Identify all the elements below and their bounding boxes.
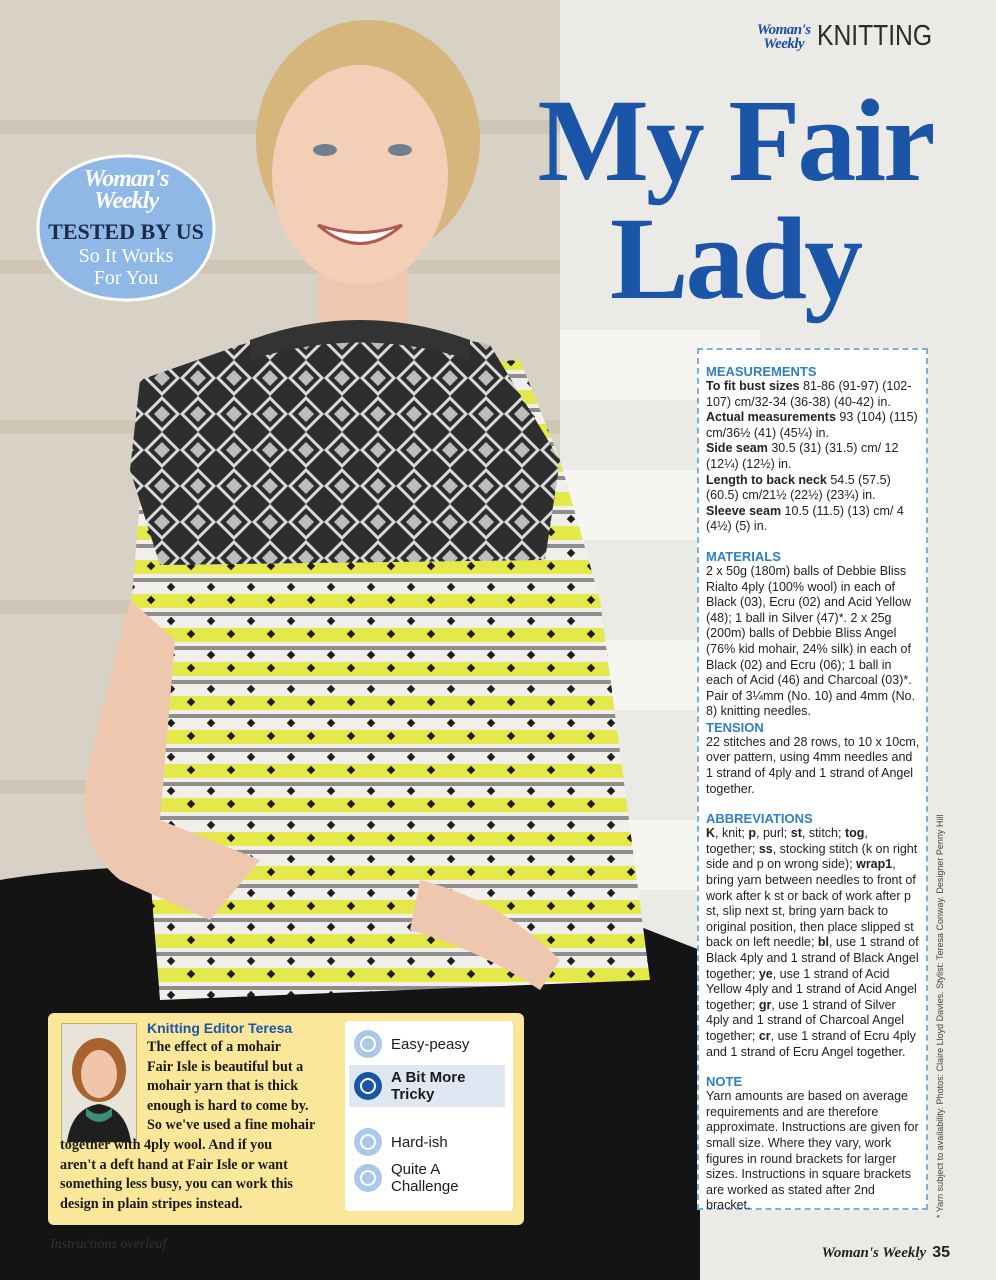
measurements-heading: MEASUREMENTS (706, 364, 817, 379)
measurement-sleeve (706, 504, 920, 535)
note-text: Yarn amounts are based on average requirements and are therefore approximate. Instructions are given for small size. Where they vary, work figures in round brackets for larger sizes. Instructions in square brackets are worked as stated after 2nd bracket. (706, 1089, 919, 1213)
abbr-def: , purl; (756, 826, 791, 841)
difficulty-hard (353, 1127, 513, 1157)
abbr-key: tog (844, 826, 865, 841)
flower-icon (353, 1029, 383, 1059)
magazine-name: Woman's Weekly (821, 1245, 927, 1261)
quote-line: mohair yarn that is thick (147, 1078, 299, 1095)
abbr-key: wrap1 (856, 857, 893, 872)
measurement-actual (706, 410, 920, 441)
abbr-key: bl (817, 935, 829, 950)
flower-icon (353, 1071, 383, 1101)
measurement-sleeve-value: 10.5 (11.5) (13) cm/ 4 (4½) (5) in. (706, 503, 904, 534)
quote-line: Fair Isle is beautiful but a (147, 1058, 304, 1075)
difficulty-challenge (353, 1161, 513, 1195)
difficulty-label: Easy-peasy (391, 1035, 470, 1053)
abbr-def: , bring yarn between needles to front of work after k st or back of work after p st, slip next st, bring yarn back to original position, then place slipped st back on left needle; (706, 857, 916, 950)
editor-quote (60, 1038, 348, 1214)
photo-credit: * Yarn subject to availability. Photos: Claire Lloyd Davies. Stylist: Teresa Conway. Designer Penny Hill (935, 814, 945, 1218)
difficulty-label (391, 1069, 465, 1103)
measurement-bust-label: To fit bust sizes (706, 379, 800, 393)
tension-text: 22 stitches and 28 rows, to 10 x 10cm, over pattern, using 4mm needles and 1 strand of 4ply and 1 strand of Angel together. (706, 734, 920, 796)
abbr-key: st (790, 826, 802, 841)
quote-line: aren't a deft hand at Fair Isle or want (60, 1156, 288, 1173)
difficulty-label: Hard-ish (391, 1133, 448, 1151)
quote-line: design in plain stripes instead. (60, 1195, 243, 1212)
badge-tested-text: TESTED BY US (48, 219, 204, 244)
quote-line: something less busy, you can work this (60, 1176, 293, 1193)
badge-brand-line-2: Weekly (93, 188, 159, 214)
badge-brand-line-1: Woman's (83, 166, 169, 192)
measurement-bust-value: 81-86 (91-97) (102-107) cm/32-34 (36-38) (40-42) in. (706, 379, 912, 409)
abbr-key: K (706, 826, 716, 841)
page-number: 35 (932, 1244, 950, 1261)
pattern-info-panel (697, 348, 928, 1213)
difficulty-levels (345, 1021, 513, 1211)
difficulty-label-line-1: A Bit More (391, 1069, 466, 1086)
difficulty-tricky (349, 1065, 505, 1107)
section-label: KNITTING (816, 20, 932, 52)
measurement-length (706, 473, 920, 504)
flower-icon (353, 1163, 383, 1193)
measurement-sleeve-label: Sleeve seam (706, 503, 782, 518)
brand-logo-small (757, 23, 811, 51)
editor-name: Knitting Editor Teresa (147, 1020, 293, 1036)
abbr-key: p (748, 826, 757, 841)
abbr-key: ye (758, 966, 773, 981)
brand-line-1: Woman's (756, 21, 811, 38)
brand-line-2: Weekly (763, 35, 805, 52)
measurement-actual-label: Actual measurements (706, 410, 836, 425)
abbr-def: , use 1 strand of Acid Yellow 4ply and 1 strand of Acid Angel together; (706, 966, 917, 1012)
badge-subtext (36, 245, 216, 289)
measurement-length-value: 54.5 (57.5) (60.5) cm/21½ (22½) (23¾) in. (706, 472, 891, 503)
abbr-key: cr (758, 1028, 771, 1043)
note-heading: NOTE (706, 1074, 743, 1090)
abbr-def: , use 1 strand of Silver 4ply and 1 strand of Charcoal Angel together; (706, 997, 905, 1043)
article-title (500, 75, 970, 324)
abbreviations-text (706, 826, 920, 1060)
measurement-side-seam (706, 441, 920, 472)
difficulty-label-line-2: Challenge (391, 1178, 459, 1195)
badge-brand (36, 168, 216, 212)
magazine-header (757, 20, 952, 53)
badge-sub-line-2: For You (93, 267, 159, 289)
measurement-side-seam-label: Side seam (706, 441, 768, 456)
measurement-bust (706, 379, 920, 410)
abbr-def: , together; (706, 826, 868, 856)
abbr-key: ss (758, 841, 773, 856)
measurement-length-label: Length to back neck (706, 472, 827, 487)
measurement-actual-value: 93 (104) (115) cm/36½ (41) (45¼) in. (706, 410, 918, 440)
quote-line: together with 4ply wool. And if you (60, 1136, 273, 1153)
tension-heading: TENSION (706, 719, 764, 735)
abbr-def: , use 1 strand of Ecru 4ply and 1 strand of Ecru Angel together. (706, 1028, 916, 1059)
abbr-def: , stocking stitch (k on right side and p on wrong side); (706, 841, 918, 872)
title-line-2: Lady (609, 193, 861, 324)
editor-comment-box (48, 1013, 524, 1225)
abbreviations-heading: ABBREVIATIONS (706, 811, 813, 827)
measurement-side-seam-value: 30.5 (31) (31.5) cm/ 12 (12¼) (12½) in. (706, 441, 899, 471)
materials-text: 2 x 50g (180m) balls of Debbie Bliss Rialto 4ply (100% wool) in each of Black (03), Ecru (02) and Acid Yellow (48); 1 ball in Silver (47)*. 2 x 25g (200m) balls of Debbie Bliss Angel (76% kid mohair, 24% silk) in each of Black (02) and Ecru (06); 1 ball in each of Acid (46) and Charcoal (03)*. Pair of 3¼mm (No. 10) and 4mm (No. 8) knitting needles. (706, 563, 916, 719)
difficulty-label (391, 1161, 459, 1195)
badge-sub-line-1: So It Works (78, 245, 174, 267)
tested-badge (36, 154, 216, 302)
abbr-def: , stitch; (801, 826, 845, 841)
difficulty-easy (353, 1029, 513, 1059)
abbr-def: , knit; (715, 826, 749, 841)
quote-line: enough is hard to come by. (147, 1097, 309, 1114)
page-footer (822, 1244, 950, 1262)
title-line-1: My Fair (537, 75, 933, 206)
instructions-overleaf: Instructions overleaf (50, 1237, 167, 1252)
difficulty-label-line-2: Tricky (391, 1086, 435, 1103)
materials-heading: MATERIALS (706, 548, 781, 564)
abbr-key: gr (758, 997, 772, 1012)
quote-line: The effect of a mohair (147, 1039, 281, 1055)
difficulty-label-line-1: Quite A (391, 1161, 441, 1178)
abbr-def: , use 1 strand of Black 4ply and 1 strand of Black Angel together; (706, 935, 919, 981)
flower-icon (353, 1127, 383, 1157)
quote-line: So we've used a fine mohair (147, 1117, 316, 1134)
